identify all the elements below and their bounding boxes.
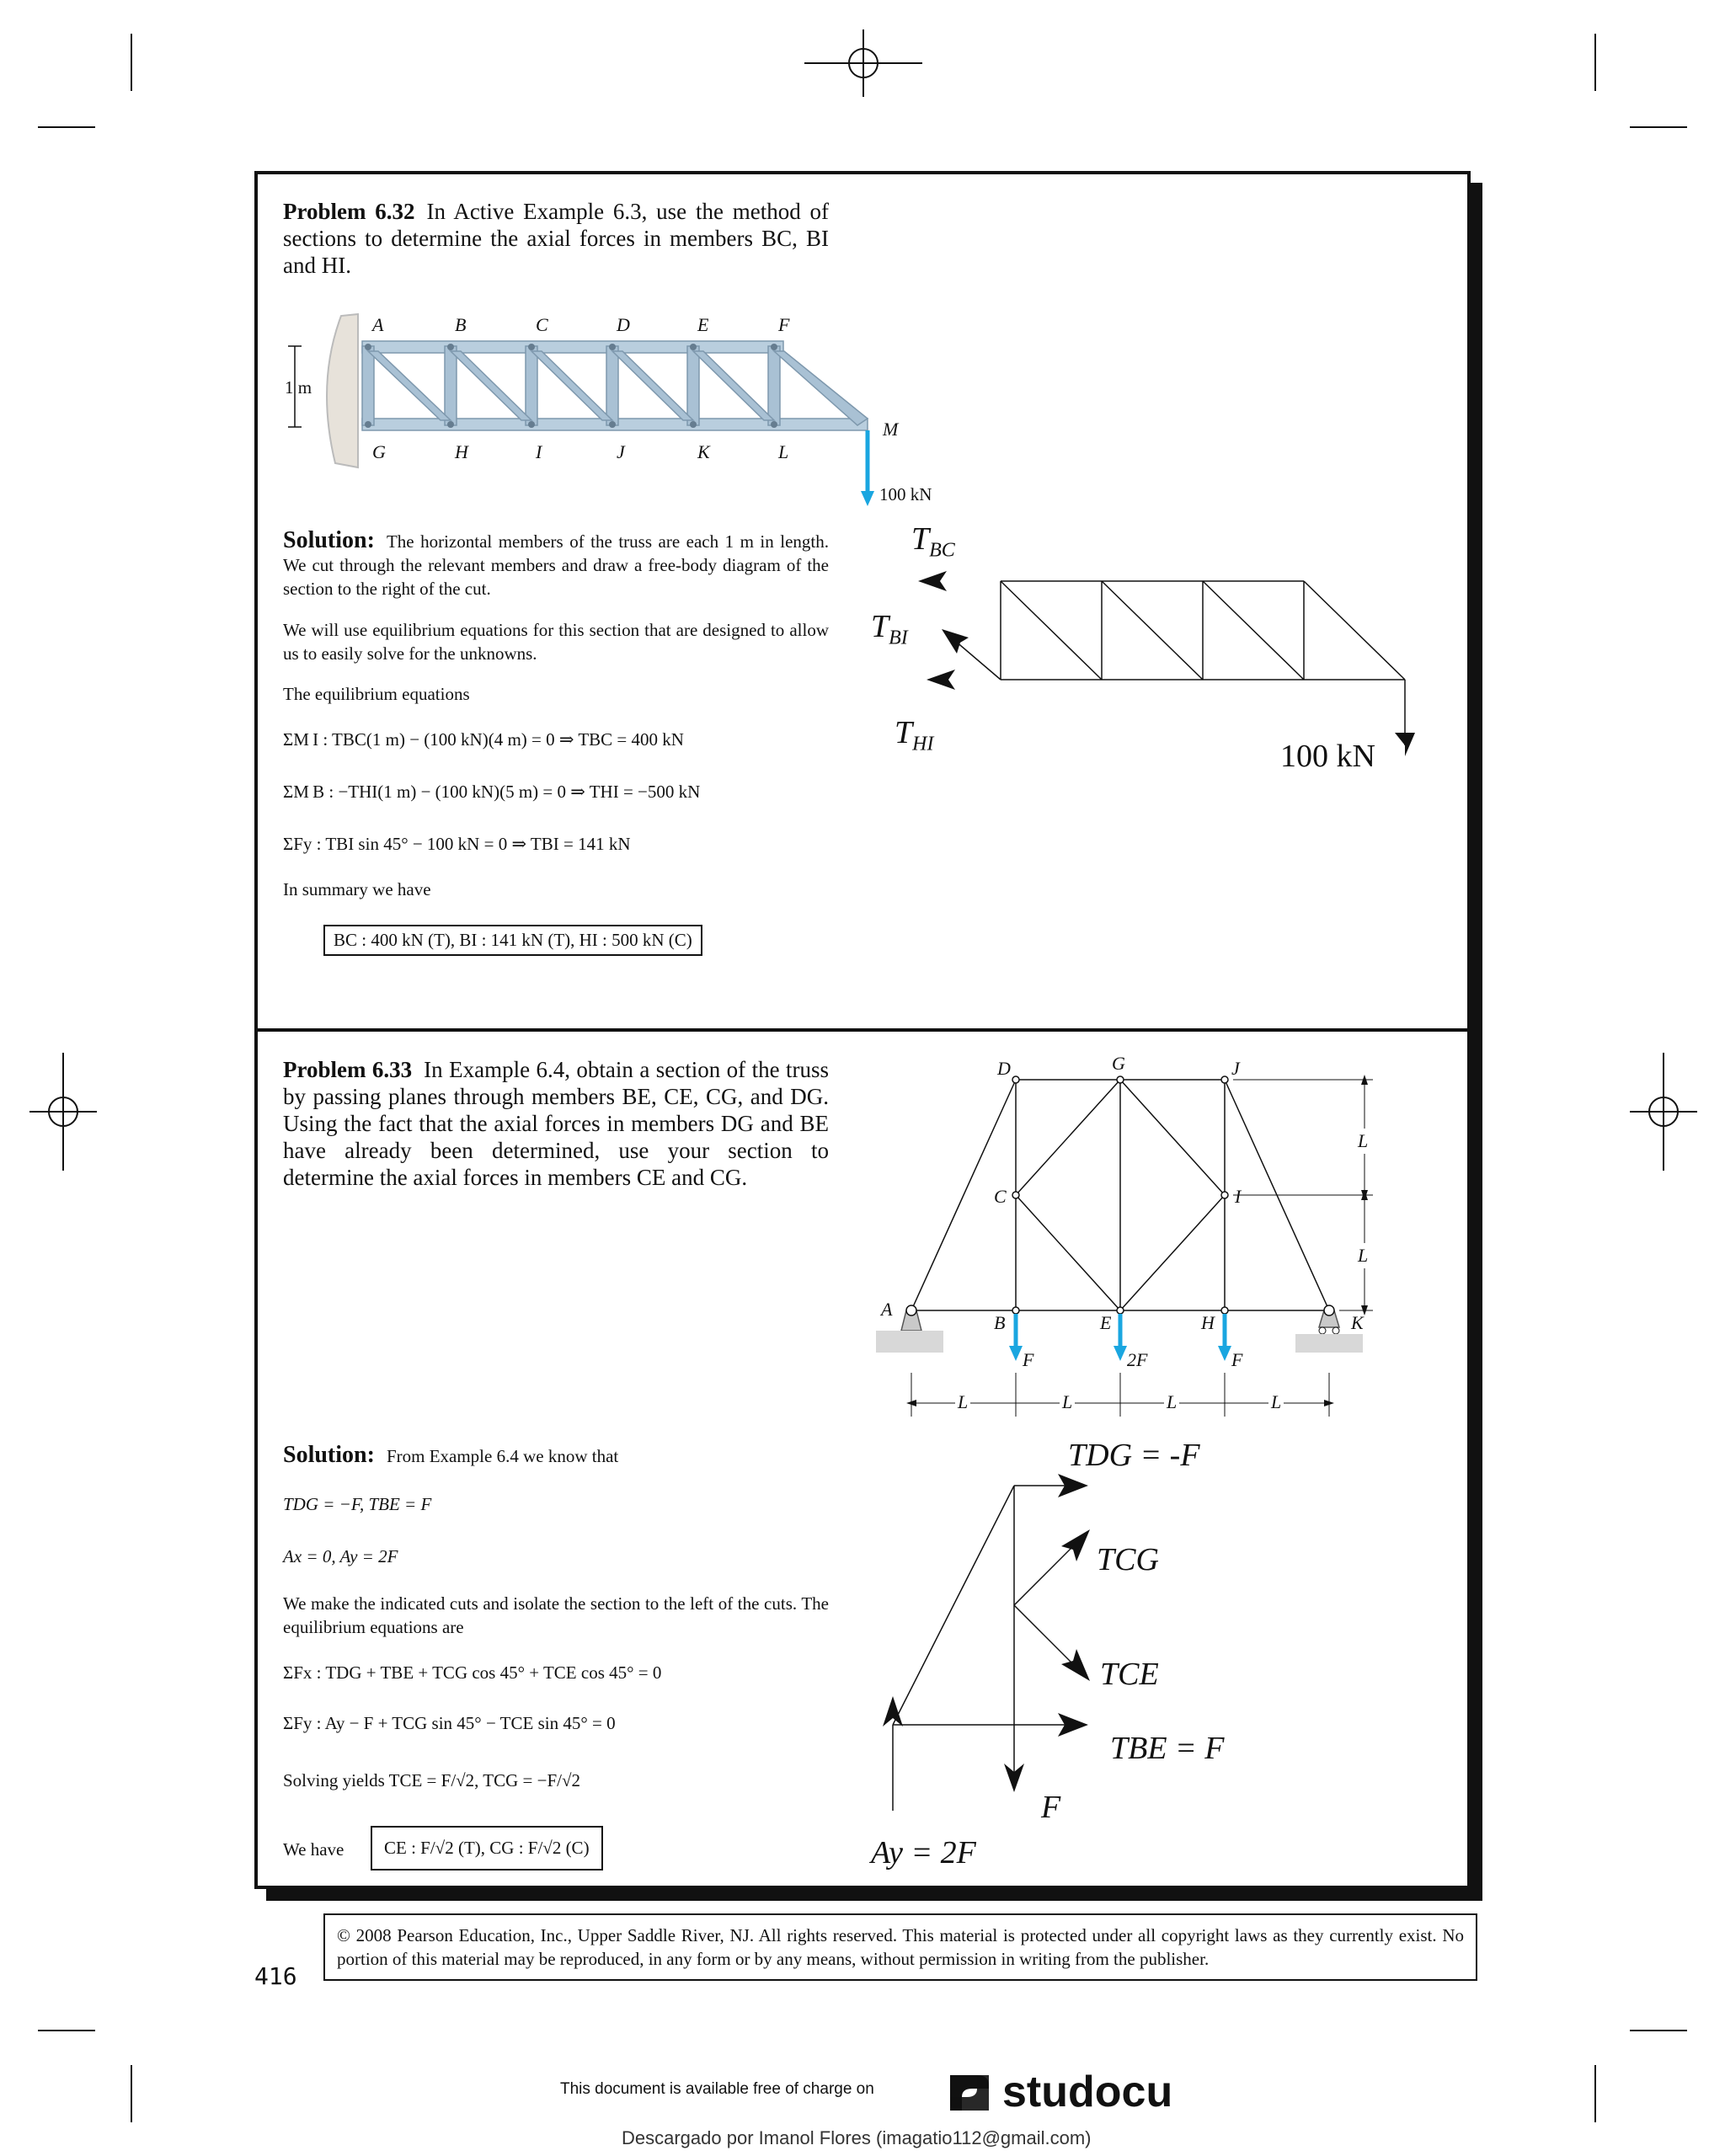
- force-t-be: TBE = F: [1110, 1731, 1225, 1766]
- node-label-c: C: [536, 314, 548, 335]
- force-t-cg: TCG: [1097, 1542, 1159, 1577]
- vert-dim-label-l-top: L: [1356, 1129, 1370, 1154]
- vert-dim-label-l-bottom: L: [1356, 1243, 1370, 1268]
- copyright-notice: © 2008 Pearson Education, Inc., Upper Saddle River, NJ. All rights reserved. This material is protected under all copyright laws as they currently exist. No portion of this material may be reproduced, in any form or by any means, without permission in writing from the publisher.: [323, 1913, 1477, 1981]
- node-label-g-633: G: [1112, 1053, 1125, 1074]
- node-label-g: G: [372, 441, 386, 462]
- studocu-logo-icon: [942, 2065, 997, 2121]
- node-label-d: D: [617, 314, 630, 335]
- problem-633-statement: [283, 1056, 829, 1191]
- result-box-633: CE : F/√2 (T), CG : F/√2 (C): [371, 1826, 603, 1870]
- problem-632-title: Problem 6.32: [283, 199, 415, 224]
- node-label-b: B: [455, 314, 467, 335]
- solving-result: Solving yields TCE = F/√2, TCG = −F/√2: [283, 1770, 581, 1790]
- solution-633-intro: [283, 1444, 829, 1468]
- force-f: F: [1041, 1790, 1061, 1825]
- registration-mark-right: [1630, 1053, 1697, 1171]
- known-values-2: Ax = 0, Ay = 2F: [283, 1546, 398, 1566]
- footer-download-credit: Descargado por Imanol Flores (imagatio112@gmail.com): [622, 2127, 1092, 2148]
- solution-633-intro-text: From Example 6.4 we know that: [386, 1446, 619, 1466]
- dim-label-l-3: L: [1164, 1391, 1179, 1413]
- load-label-2f: 2F: [1127, 1349, 1148, 1370]
- summary-intro-632: In summary we have: [283, 879, 431, 899]
- dim-label-l-4: L: [1268, 1391, 1284, 1413]
- node-label-e-633: E: [1100, 1312, 1112, 1333]
- load-label-f-left: F: [1023, 1349, 1034, 1370]
- node-label-h-633: H: [1201, 1312, 1215, 1333]
- force-ay: Ay = 2F: [871, 1835, 976, 1870]
- free-body-diagram-633: [868, 1465, 1339, 1836]
- crop-mark: [131, 34, 132, 91]
- crop-mark: [1630, 126, 1687, 128]
- problem-632-statement: [283, 198, 829, 279]
- crop-mark: [1630, 2030, 1687, 2031]
- load-label-f-right: F: [1231, 1349, 1243, 1370]
- studocu-brand[interactable]: studocu: [1002, 2068, 1173, 2116]
- known-values-1: TDG = −F, TBE = F: [283, 1494, 432, 1514]
- crop-mark: [38, 2030, 95, 2031]
- node-label-f: F: [778, 314, 790, 335]
- solution-632-intro-text: The horizontal members of the truss are each 1 m in length. We cut through the relevant members and draw a free-body diagram of the section to the right of the cut.: [283, 531, 829, 599]
- crop-mark: [1594, 2065, 1596, 2122]
- dim-label-l-2: L: [1060, 1391, 1075, 1413]
- problem-633-text: In Example 6.4, obtain a section of the truss by passing planes through members BE, CE, CG, and DG. Using the fact that the axial forces in members DG and BE have already been determined, use your section to determine the axial forces in members CE and CG.: [283, 1057, 830, 1190]
- node-label-j-633: J: [1231, 1058, 1240, 1079]
- node-label-c-633: C: [994, 1186, 1007, 1207]
- solution-632-heading: Solution:: [283, 527, 375, 553]
- node-label-b-633: B: [994, 1312, 1006, 1333]
- equation-633-force-x: ΣFx : TDG + TBE + TCG cos 45° + TCE cos 45° = 0: [283, 1662, 662, 1683]
- dim-label-l-1: L: [955, 1391, 970, 1413]
- summary-box-632: BC : 400 kN (T), BI : 141 kN (T), HI : 500 kN (C): [323, 925, 702, 956]
- force-t-bc: $T_{BC}$: [911, 521, 955, 562]
- solution-632-intro: [283, 529, 829, 600]
- force-t-hi: $T_{HI}$: [895, 715, 934, 755]
- footer-availability-text: This document is available free of charge on: [560, 2080, 874, 2098]
- height-dimension-label: 1 m: [285, 377, 312, 398]
- node-label-k: K: [697, 441, 710, 462]
- crop-mark: [38, 126, 95, 128]
- equation-632-force-y: ΣFy : TBI sin 45° − 100 kN = 0 ⇒ TBI = 141 kN: [283, 834, 631, 854]
- solution-632-para2: We will use equilibrium equations for this section that are designed to allow us to easily solve for the unknowns.: [283, 620, 829, 664]
- registration-mark-left: [29, 1053, 97, 1171]
- equation-632-moment-i: ΣM I : TBC(1 m) − (100 kN)(4 m) = 0 ⇒ TBC = 400 kN: [283, 729, 684, 750]
- node-label-m: M: [883, 419, 899, 440]
- force-100-kn: 100 kN: [1280, 739, 1375, 774]
- problem-633-title: Problem 6.33: [283, 1057, 413, 1082]
- force-t-dg: TDG = -F: [1068, 1438, 1200, 1473]
- equation-633-force-y: ΣFy : Ay − F + TCG sin 45° − TCE sin 45° = 0: [283, 1713, 616, 1733]
- load-label: 100 kN: [879, 484, 932, 504]
- problem-632-text: In Active Example 6.3, use the method of sections to determine the axial forces in members BC, BI and HI.: [283, 199, 829, 278]
- node-label-k-633: K: [1351, 1312, 1364, 1333]
- equation-632-moment-b: ΣM B : −THI(1 m) − (100 kN)(5 m) = 0 ⇒ THI = −500 kN: [283, 782, 701, 802]
- node-label-a: A: [372, 314, 384, 335]
- node-label-l: L: [778, 441, 789, 462]
- crop-mark: [131, 2065, 132, 2122]
- registration-mark-top: [804, 29, 922, 97]
- node-label-i: I: [536, 441, 542, 462]
- truss-figure-632: [278, 307, 935, 510]
- node-label-a-633: A: [881, 1299, 893, 1320]
- we-have-label: We have: [283, 1839, 344, 1860]
- crop-mark: [1594, 34, 1596, 91]
- node-label-h: H: [455, 441, 468, 462]
- node-label-e: E: [697, 314, 709, 335]
- page-number: 416: [254, 1962, 297, 1990]
- section-divider: [254, 1028, 1467, 1032]
- solution-632-para3: The equilibrium equations: [283, 684, 470, 704]
- solution-633-heading: Solution:: [283, 1442, 375, 1468]
- solution-633-para: We make the indicated cuts and isolate the section to the left of the cuts. The equilibrium equations are: [283, 1593, 829, 1637]
- node-label-j: J: [617, 441, 625, 462]
- force-t-bi: $T_{BI}$: [871, 609, 908, 649]
- force-t-ce: TCE: [1100, 1657, 1159, 1692]
- node-label-d-633: D: [997, 1058, 1011, 1079]
- node-label-i-633: I: [1235, 1186, 1242, 1207]
